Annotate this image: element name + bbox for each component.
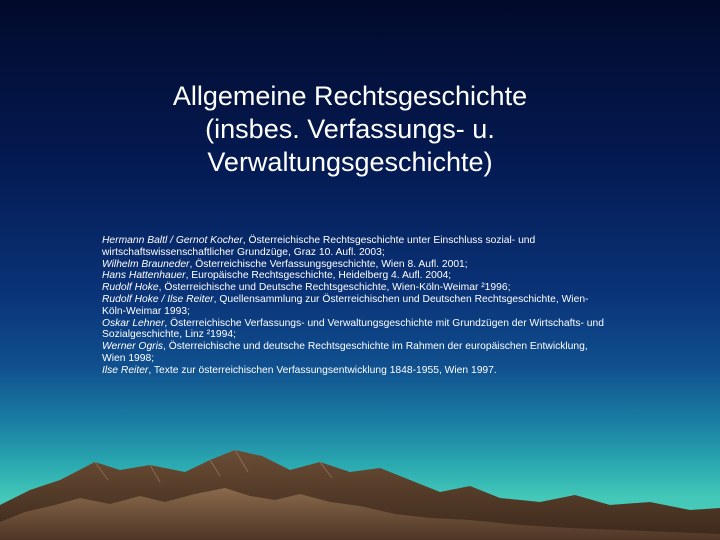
- reference-text: , Quellensammlung zur Österreichischen und Deutschen Rechtsgeschichte, Wien-Köln-Weimar 1993;: [102, 293, 589, 317]
- reference-item: [102, 341, 612, 365]
- reference-author: Rudolf Hoke: [102, 282, 159, 294]
- reference-author: Oskar Lehner: [102, 317, 165, 329]
- reference-text: , Europäische Rechtsgeschichte, Heidelberg 4. Aufl. 2004;: [185, 270, 452, 282]
- reference-author: Hermann Baltl / Gernot Kocher: [102, 235, 243, 246]
- reference-item: [102, 235, 612, 259]
- title-line-3: Verwaltungsgeschichte): [207, 147, 493, 177]
- reference-text: , Österreichische und Deutsche Rechtsgeschichte, Wien-Köln-Weimar ²1996;: [158, 282, 511, 294]
- title-line-1: Allgemeine Rechtsgeschichte: [172, 81, 528, 111]
- reference-text: , Österreichische Verfassungsgeschichte, Wien 8. Aufl. 2001;: [189, 258, 468, 270]
- reference-text: , Österreichische und deutsche Rechtsgeschichte im Rahmen der europäischen Entwicklung, Wien 1998;: [102, 341, 588, 364]
- reference-author: Rudolf Hoke / Ilse Reiter: [102, 293, 214, 305]
- reference-item: [102, 282, 612, 294]
- reference-author: Wilhelm Brauneder: [102, 258, 190, 270]
- reference-text: , Texte zur österreichischen Verfassungsentwicklung 1848-1955, Wien 1997.: [148, 364, 497, 376]
- reference-item: [102, 318, 612, 342]
- reference-item: [102, 259, 612, 271]
- mountain-landscape: [0, 410, 720, 540]
- reference-text: , Österreichische Verfassungs- und Verwaltungsgeschichte mit Grundzügen der Wirtschafts- und Sozialgeschichte, Linz ²1994;: [102, 317, 604, 341]
- reference-author: Ilse Reiter: [102, 364, 149, 376]
- reference-item: [102, 365, 612, 377]
- reference-text: , Österreichische Rechtsgeschichte unter Einschluss sozial- und wirtschaftswissenschaftlicher Grundzüge, Graz 10. Aufl. 2003;: [102, 235, 536, 258]
- reference-author: Werner Ogris: [102, 341, 164, 353]
- slide-title: [110, 80, 590, 179]
- reference-list: [102, 235, 612, 377]
- reference-item: [102, 294, 612, 318]
- reference-item: [102, 270, 612, 282]
- reference-author: Hans Hattenhauer: [102, 270, 186, 282]
- title-line-2: (insbes. Verfassungs- u.: [205, 114, 495, 144]
